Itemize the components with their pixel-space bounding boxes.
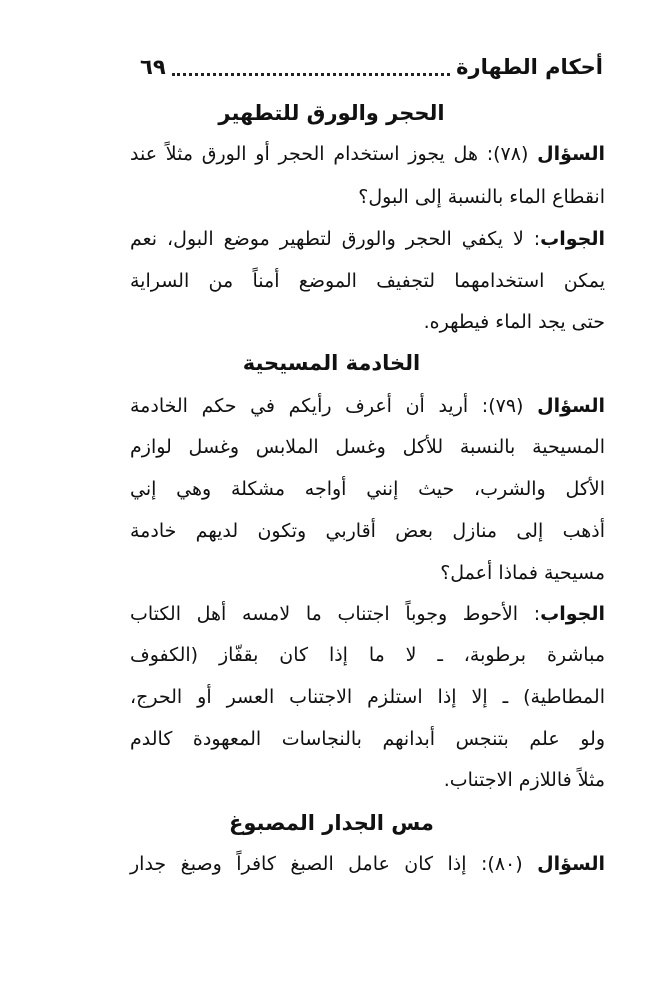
paragraph-line <box>130 520 605 542</box>
running-header <box>140 52 603 82</box>
line-text: (٧٩): أريد أن أعرف رأيكم في حكم الخادمة <box>130 395 538 417</box>
paragraph-line <box>130 603 605 625</box>
line-text: حتى يجد الماء فيطهره. <box>423 311 605 333</box>
line-text: (٧٨): هل يجوز استخدام الحجر أو الورق مثلاً عند <box>130 143 538 165</box>
paragraph-line <box>130 143 605 165</box>
line-text: الأكل والشرب، حيث إنني أواجه مشكلة وهي إني <box>130 478 605 500</box>
paragraph-line <box>130 686 605 708</box>
line-text: أذهب إلى منازل بعض أقاربي وتكون لديهم خادمة <box>130 520 605 542</box>
line-text: المطاطية) ـ إلا إذا استلزم الاجتناب العسر أو الحرج، <box>130 686 605 708</box>
paragraph-line <box>130 395 605 417</box>
running-header-title: أحكام الطهارة <box>456 55 603 79</box>
paragraph-line <box>130 728 605 750</box>
paragraph-line <box>130 769 605 791</box>
question-label: السؤال <box>537 143 606 165</box>
paragraph-line <box>130 311 605 333</box>
question-label: السؤال <box>537 853 605 875</box>
paragraph-line <box>130 270 605 292</box>
line-text: : لا يكفي الحجر والورق لتطهير موضع البول، نعم <box>130 228 541 250</box>
question-label: السؤال <box>537 395 605 417</box>
answer-label: الجواب <box>540 603 605 625</box>
paragraph-line <box>130 562 605 584</box>
line-text: المسيحية بالنسبة للأكل وغسل الملابس وغسل لوازم <box>130 436 605 458</box>
paragraph-line <box>130 186 605 208</box>
paragraph-line <box>130 478 605 500</box>
section-title: الخادمة المسيحية <box>242 351 421 375</box>
header-dot-leader <box>172 59 450 76</box>
paragraph-line <box>130 228 605 250</box>
paragraph-line <box>130 853 605 875</box>
line-text: مثلاً فاللازم الاجتناب. <box>443 769 605 791</box>
section-title: الحجر والورق للتطهير <box>218 101 445 125</box>
line-text: يمكن استخدامهما لتجفيف الموضع أمناً من السراية <box>130 270 605 292</box>
line-text: مسيحية فماذا أعمل؟ <box>440 562 605 584</box>
answer-label: الجواب <box>540 228 605 250</box>
page-number: ٦٩ <box>140 55 166 79</box>
paragraph-line <box>130 436 605 458</box>
section-title: مس الجدار المصبوغ <box>229 811 434 835</box>
paragraph-line <box>130 644 605 666</box>
line-text: (٨٠): إذا كان عامل الصبغ كافراً وصبغ جدار <box>130 853 538 875</box>
line-text: انقطاع الماء بالنسبة إلى البول؟ <box>358 186 605 208</box>
line-text: مباشرة برطوبة، ـ لا ما إذا كان بقفّاز (الكفوف <box>130 644 605 666</box>
line-text: ولو علم بتنجس أبدانهم بالنجاسات المعهودة كالدم <box>130 728 605 750</box>
line-text: : الأحوط وجوباً اجتناب ما لامسه أهل الكتاب <box>130 603 541 625</box>
